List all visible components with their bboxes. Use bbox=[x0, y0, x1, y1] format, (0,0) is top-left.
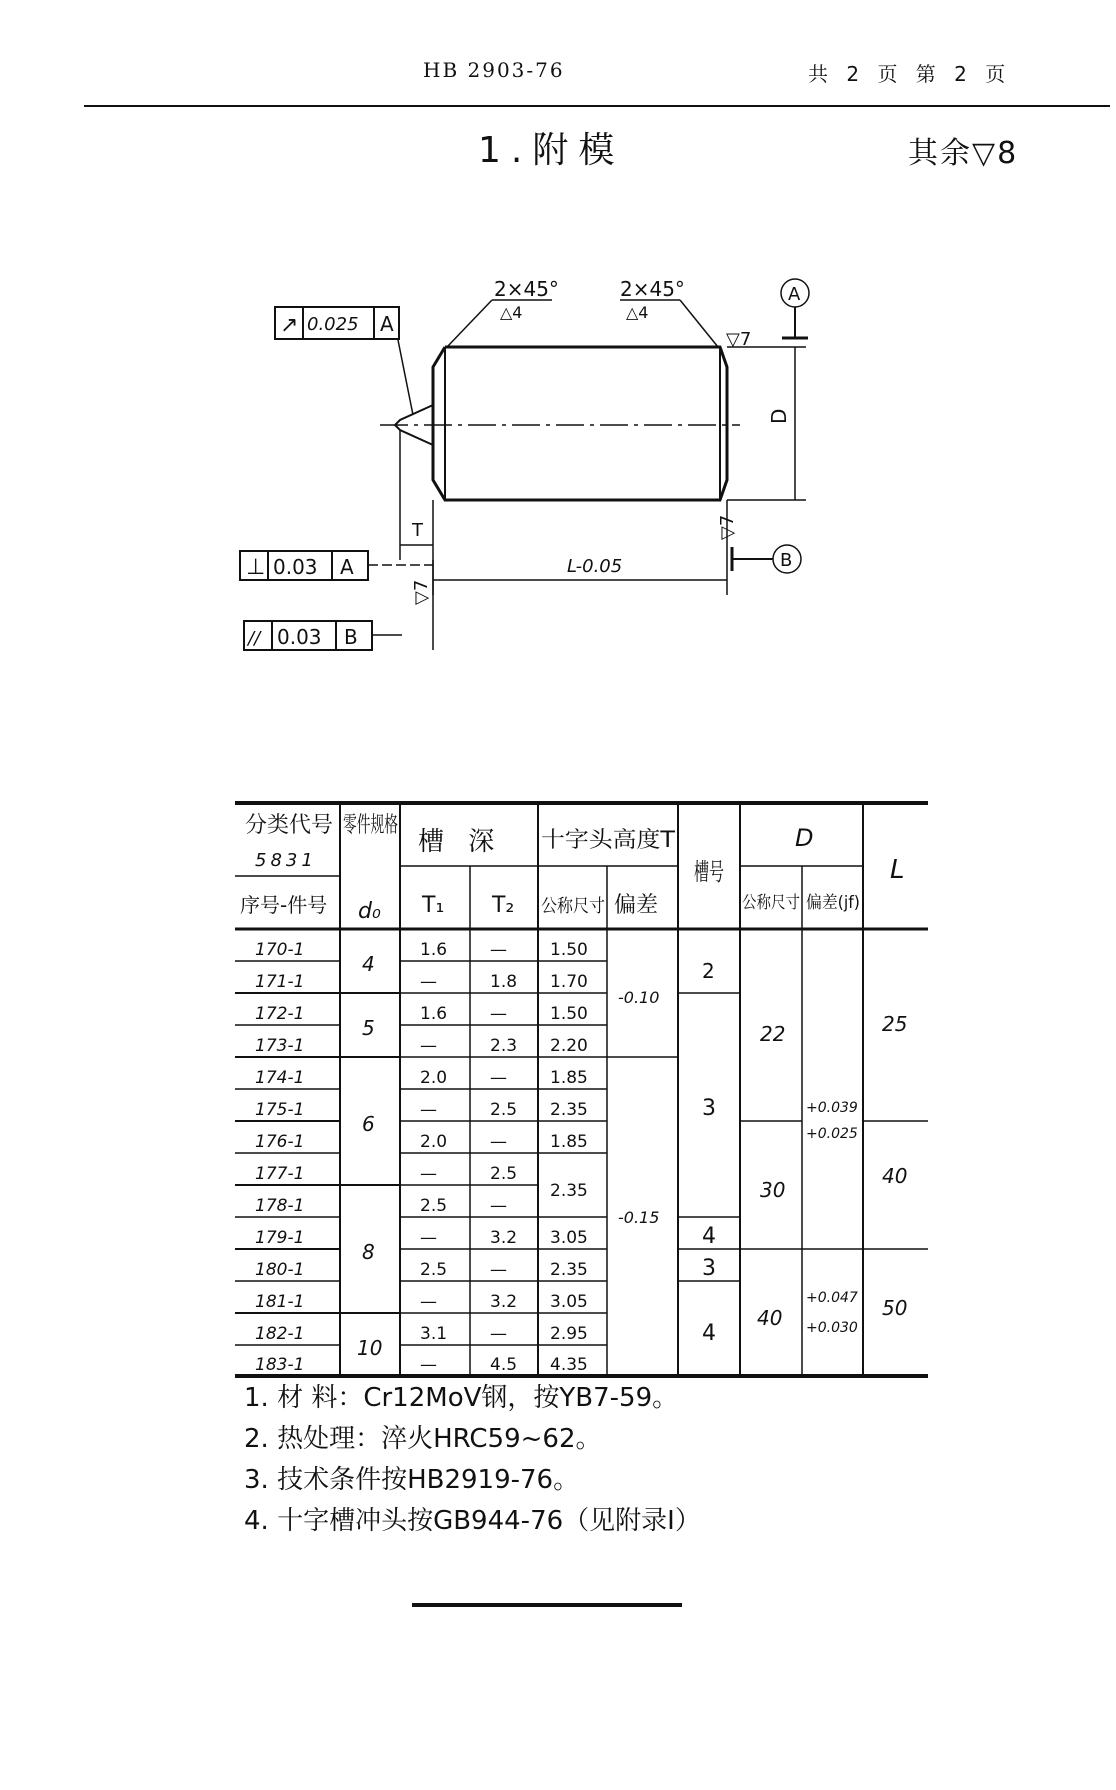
table-cell-serial: 170-1 bbox=[255, 940, 305, 960]
rough-left: ▽7 bbox=[411, 579, 432, 605]
header-spec: 零件规格 bbox=[343, 813, 398, 838]
table-cell-spec: 6 bbox=[362, 1112, 375, 1136]
table-cell-serial: 179-1 bbox=[255, 1228, 305, 1248]
note-item: 3. 技术条件按HB2919-76。 bbox=[244, 1465, 580, 1495]
header-dev: 偏差 bbox=[614, 893, 659, 918]
end-rule bbox=[412, 1603, 682, 1607]
table-cell-serial: 178-1 bbox=[255, 1196, 305, 1216]
table-cell-t1: — bbox=[420, 972, 437, 992]
table-cell-serial: 172-1 bbox=[255, 1004, 305, 1024]
table-cell-t2: 4.5 bbox=[490, 1355, 518, 1375]
table-cell-spec: 4 bbox=[362, 952, 375, 976]
table-cell-d-dev: +0.047 bbox=[806, 1290, 858, 1306]
table-cell-t1: 2.0 bbox=[420, 1132, 448, 1152]
chamfer-right-sub: △4 bbox=[626, 303, 649, 322]
table-cell-t1: 2.5 bbox=[420, 1196, 448, 1216]
runout-value: 0.025 bbox=[307, 314, 359, 335]
table-cell-spec: 5 bbox=[362, 1016, 375, 1040]
table-cell-serial: 183-1 bbox=[255, 1355, 305, 1375]
header-t2: T₂ bbox=[492, 893, 515, 918]
table-cell-t: 4.35 bbox=[550, 1355, 588, 1375]
rough-right: ▽7 bbox=[726, 329, 752, 350]
table-cell-d-dev: +0.030 bbox=[806, 1320, 858, 1336]
table-cell-t: 3.05 bbox=[550, 1292, 588, 1312]
header-d-dev: 偏差(jf) bbox=[806, 893, 860, 913]
table-cell-serial: 173-1 bbox=[255, 1036, 305, 1056]
dim-t-label: T bbox=[412, 520, 423, 541]
table-cell-l: 40 bbox=[882, 1164, 908, 1188]
par-value: 0.03 bbox=[277, 625, 322, 649]
header-d-nominal: 公称尺寸 bbox=[742, 893, 800, 913]
table-cell-t1: — bbox=[420, 1164, 437, 1184]
table-cell-t1: — bbox=[420, 1100, 437, 1120]
table-cell-t2: — bbox=[490, 940, 507, 960]
table-cell-serial: 176-1 bbox=[255, 1132, 305, 1152]
header-slot: 槽号 bbox=[694, 858, 724, 886]
header-d: D bbox=[795, 824, 814, 852]
table-cell-spec: 8 bbox=[362, 1240, 375, 1264]
chamfer-right-label: 2×45° bbox=[620, 277, 685, 301]
table-cell-t: 1.50 bbox=[550, 940, 588, 960]
chamfer-left-label: 2×45° bbox=[494, 277, 559, 301]
roughness-note: 其余▽8 bbox=[908, 136, 1019, 171]
rough-bottom: ▽7 bbox=[717, 514, 738, 540]
header-code-value: 5831 bbox=[255, 850, 317, 871]
header-spec-sym: d₀ bbox=[358, 899, 381, 924]
table-cell-t1: — bbox=[420, 1292, 437, 1312]
table-cell-slot: 4 bbox=[702, 1224, 716, 1249]
note-item: 2. 热处理：淬火HRC59~62。 bbox=[244, 1424, 602, 1454]
table-cell-l: 50 bbox=[882, 1296, 908, 1320]
header-serial: 序号-件号 bbox=[240, 893, 328, 917]
table-cell-t: 2.95 bbox=[550, 1324, 588, 1344]
page-info: 共 2 页 第 2 页 bbox=[808, 62, 1012, 86]
table-cell-slot: 4 bbox=[702, 1321, 716, 1346]
table-cell-t: 1.85 bbox=[550, 1132, 588, 1152]
table-cell-serial: 174-1 bbox=[255, 1068, 305, 1088]
table-cell-serial: 171-1 bbox=[255, 972, 305, 992]
table-cell-t2: 1.8 bbox=[490, 972, 518, 992]
perp-symbol: ⊥ bbox=[246, 555, 266, 580]
table-cell-t1: — bbox=[420, 1036, 437, 1056]
header-depth: 槽 深 bbox=[418, 827, 503, 857]
table-cell-spec: 10 bbox=[357, 1336, 383, 1360]
table-cell-l: 25 bbox=[882, 1012, 908, 1036]
table-cell-d-dev: +0.025 bbox=[806, 1126, 858, 1142]
table-cell-t2: — bbox=[490, 1196, 507, 1216]
table-cell-t1: — bbox=[420, 1355, 437, 1375]
table-cell-t: 3.05 bbox=[550, 1228, 588, 1248]
runout-datum: A bbox=[380, 312, 394, 336]
header-t1: T₁ bbox=[422, 893, 445, 918]
par-symbol: // bbox=[248, 628, 261, 649]
chamfer-left-sub: △4 bbox=[500, 303, 523, 322]
dim-d-label: D bbox=[767, 408, 791, 424]
header-code: 分类代号 bbox=[245, 813, 334, 838]
datum-a-label: A bbox=[788, 284, 801, 305]
table-cell-serial: 181-1 bbox=[255, 1292, 305, 1312]
standard-number: HB 2903-76 bbox=[423, 58, 565, 82]
table-cell-t: 1.85 bbox=[550, 1068, 588, 1088]
table-cell-t2: — bbox=[490, 1324, 507, 1344]
table-cell-t2: — bbox=[490, 1004, 507, 1024]
table-cell-serial: 182-1 bbox=[255, 1324, 305, 1344]
header-cross: 十字头高度T bbox=[541, 828, 676, 853]
table-cell-slot: 2 bbox=[702, 959, 715, 983]
table-cell-t2: — bbox=[490, 1132, 507, 1152]
table-cell-serial: 177-1 bbox=[255, 1164, 305, 1184]
table-cell-t1: 3.1 bbox=[420, 1324, 448, 1344]
table-cell-t1: 2.5 bbox=[420, 1260, 448, 1280]
table-cell-t: 2.35 bbox=[550, 1100, 588, 1120]
table-cell-d-nominal: 30 bbox=[760, 1178, 786, 1202]
table-cell-t: 2.35 bbox=[550, 1260, 588, 1280]
par-datum: B bbox=[344, 625, 358, 649]
table-cell-t: 1.70 bbox=[550, 972, 588, 992]
technical-notes bbox=[244, 1378, 701, 1542]
dim-l-label: L-0.05 bbox=[567, 556, 623, 577]
datum-b-label: B bbox=[780, 550, 793, 571]
perp-datum: A bbox=[340, 555, 354, 579]
runout-symbol: ↗ bbox=[280, 313, 299, 338]
table-cell-t2: — bbox=[490, 1068, 507, 1088]
table-cell-serial: 175-1 bbox=[255, 1100, 305, 1120]
table-cell-d-nominal: 40 bbox=[757, 1306, 783, 1330]
note-item: 1. 材 料：Cr12MoV钢，按YB7-59。 bbox=[244, 1383, 679, 1413]
perp-value: 0.03 bbox=[273, 555, 318, 579]
table-cell-t-merged: 2.35 bbox=[550, 1181, 588, 1201]
table-cell-serial: 180-1 bbox=[255, 1260, 305, 1280]
page-title: 1.附模 bbox=[478, 130, 625, 171]
note-item: 4. 十字槽冲头按GB944-76（见附录Ⅰ） bbox=[244, 1506, 701, 1536]
table-cell-t1: 1.6 bbox=[420, 940, 448, 960]
table-cell-t2: — bbox=[490, 1260, 507, 1280]
table-cell-t: 2.20 bbox=[550, 1036, 588, 1056]
table-cell-t2: 2.3 bbox=[490, 1036, 518, 1056]
table-cell-slot: 3 bbox=[702, 1096, 716, 1121]
table-cell-t1: 2.0 bbox=[420, 1068, 448, 1088]
table-cell-dev-t: -0.10 bbox=[618, 988, 660, 1007]
table-cell-dev-t: -0.15 bbox=[618, 1208, 660, 1227]
table-cell-t2: 2.5 bbox=[490, 1100, 518, 1120]
header-l: L bbox=[890, 855, 905, 885]
table-cell-t1: 1.6 bbox=[420, 1004, 448, 1024]
table-cell-t2: 3.2 bbox=[490, 1292, 518, 1312]
table-cell-t1: — bbox=[420, 1228, 437, 1248]
header-nominal: 公称尺寸 bbox=[541, 896, 605, 917]
table-cell-t2: 3.2 bbox=[490, 1228, 518, 1248]
table-cell-t2: 2.5 bbox=[490, 1164, 518, 1184]
table-cell-d-dev: +0.039 bbox=[806, 1100, 858, 1116]
table-cell-slot: 3 bbox=[702, 1256, 716, 1281]
table-cell-t: 1.50 bbox=[550, 1004, 588, 1024]
table-cell-d-nominal: 22 bbox=[760, 1022, 786, 1046]
